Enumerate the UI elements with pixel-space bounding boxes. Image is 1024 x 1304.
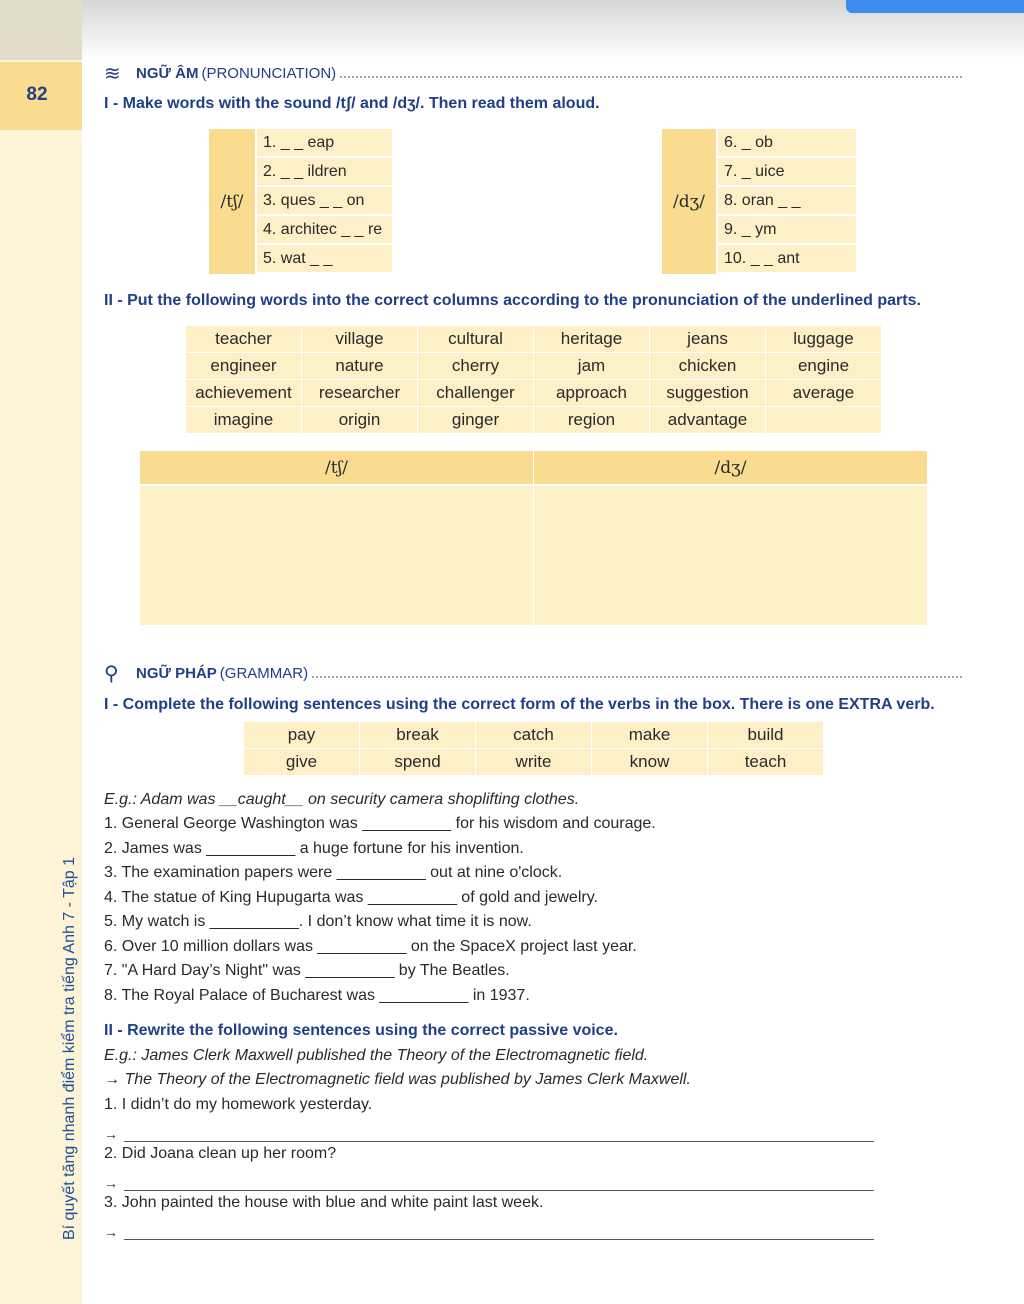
grammar-title: NGỮ PHÁP: [136, 664, 217, 682]
sort-column-dzh: [534, 451, 927, 625]
word-cell: average: [766, 380, 881, 406]
blank-item: 6. _ ob: [716, 129, 856, 158]
verb-cell: make: [592, 722, 707, 748]
rewrite-sentence: 2. Did Joana clean up her room?: [104, 1145, 337, 1162]
sound-table-dzh: [662, 129, 856, 274]
page-number: 82: [26, 84, 48, 105]
ex2-instruction: II - Put the following words into the correct columns according to the pronunciation of the underlined parts.: [104, 292, 921, 309]
arrow-icon: →: [104, 1126, 118, 1142]
word-box: [186, 326, 881, 433]
sound-label: /dʒ/: [662, 129, 716, 274]
sort-column-tsh: [140, 451, 533, 625]
example-sentence: E.g.: Adam was __caught__ on security camera shoplifting clothes.: [104, 791, 580, 808]
side-strip-top: [0, 0, 82, 60]
sound-table-tsh: [209, 129, 392, 274]
word-cell: village: [302, 326, 417, 352]
word-cell: region: [534, 407, 649, 433]
word-cell: engineer: [186, 353, 301, 379]
word-cell: origin: [302, 407, 417, 433]
exercise-sentence: 2. James was __________ a huge fortune for his invention.: [104, 840, 524, 857]
word-cell: cherry: [418, 353, 533, 379]
ex1-instruction: I - Make words with the sound /tʃ/ and /dʒ/. Then read them aloud.: [104, 95, 600, 112]
exercise-sentence: 4. The statue of King Hupugarta was __________ of gold and jewelry.: [104, 889, 598, 906]
blank-item: 8. oran _ _: [716, 187, 856, 216]
answer-line[interactable]: [104, 1122, 874, 1142]
verb-cell: know: [592, 749, 707, 775]
word-cell: chicken: [650, 353, 765, 379]
sound-wave-icon: ≋: [104, 62, 121, 85]
word-cell: jeans: [650, 326, 765, 352]
verb-cell: give: [244, 749, 359, 775]
answer-rule[interactable]: [124, 1228, 874, 1240]
word-cell: nature: [302, 353, 417, 379]
sort-column-header: /tʃ/: [140, 451, 533, 484]
example-answer: → The Theory of the Electromagnetic field was published by James Clerk Maxwell.: [104, 1071, 691, 1088]
verb-cell: write: [476, 749, 591, 775]
answer-rule[interactable]: [124, 1130, 874, 1142]
example-question: E.g.: James Clerk Maxwell published the Theory of the Electromagnetic field.: [104, 1047, 649, 1064]
rewrite-sentence: 1. I didn’t do my homework yesterday.: [104, 1096, 373, 1113]
word-cell: imagine: [186, 407, 301, 433]
word-cell: cultural: [418, 326, 533, 352]
pronunciation-subtitle: (PRONUNCIATION): [201, 64, 337, 82]
word-cell: heritage: [534, 326, 649, 352]
blank-item: 2. _ _ ildren: [255, 158, 392, 187]
word-cell: achievement: [186, 380, 301, 406]
blank-item: 3. ques _ _ on: [255, 187, 392, 216]
exercise-sentence: 3. The examination papers were __________ out at nine o'clock.: [104, 864, 563, 881]
grammar-heading: [104, 662, 962, 684]
exercise-sentence: 7. "A Hard Day’s Night" was __________ by The Beatles.: [104, 962, 510, 979]
sort-table: [140, 451, 927, 625]
exercise-sentence: 1. General George Washington was __________ for his wisdom and courage.: [104, 815, 656, 832]
word-cell: [766, 407, 881, 433]
word-cell: challenger: [418, 380, 533, 406]
shapes-icon: ⚲: [104, 662, 119, 685]
verb-cell: build: [708, 722, 823, 748]
answer-line[interactable]: [104, 1220, 874, 1240]
blank-item: 1. _ _ eap: [255, 129, 392, 158]
word-cell: jam: [534, 353, 649, 379]
rewrite-sentence: 3. John painted the house with blue and white paint last week.: [104, 1194, 544, 1211]
top-blue-tab: [846, 0, 1024, 13]
blank-item: 9. _ ym: [716, 216, 856, 245]
word-cell: suggestion: [650, 380, 765, 406]
sort-column-answer-area[interactable]: [534, 484, 927, 625]
grammar-subtitle: (GRAMMAR): [219, 664, 309, 682]
verb-box: [244, 722, 823, 775]
answer-line[interactable]: [104, 1171, 874, 1191]
word-cell: teacher: [186, 326, 301, 352]
sort-column-answer-area[interactable]: [140, 484, 533, 625]
answer-rule[interactable]: [124, 1179, 874, 1191]
word-cell: luggage: [766, 326, 881, 352]
verb-cell: catch: [476, 722, 591, 748]
word-cell: engine: [766, 353, 881, 379]
arrow-icon: →: [104, 1175, 118, 1191]
arrow-icon: →: [104, 1224, 118, 1240]
grammar-ex1-instruction: I - Complete the following sentences using the correct form of the verbs in the box. There is one EXTRA verb.: [104, 696, 935, 713]
pronunciation-title: NGỮ ÂM: [136, 64, 199, 82]
verb-cell: pay: [244, 722, 359, 748]
blank-item: 10. _ _ ant: [716, 245, 856, 274]
pronunciation-heading: [104, 62, 962, 84]
word-cell: researcher: [302, 380, 417, 406]
exercise-sentence: 6. Over 10 million dollars was __________ on the SpaceX project last year.: [104, 938, 637, 955]
exercise-sentence: 5. My watch is __________. I don’t know what time it is now.: [104, 913, 532, 930]
sort-column-header: /dʒ/: [534, 451, 927, 484]
grammar-ex2-instruction: II - Rewrite the following sentences using the correct passive voice.: [104, 1022, 618, 1039]
verb-cell: spend: [360, 749, 475, 775]
book-title: Bí quyết tăng nhanh điểm kiểm tra tiếng Anh 7 - Tập 1: [61, 856, 78, 1240]
divider: [312, 668, 962, 678]
word-cell: ginger: [418, 407, 533, 433]
verb-cell: break: [360, 722, 475, 748]
blank-item: 4. architec _ _ re: [255, 216, 392, 245]
divider: [340, 68, 962, 78]
blank-item: 7. _ uice: [716, 158, 856, 187]
sound-label: /tʃ/: [209, 129, 255, 274]
blank-item: 5. wat _ _: [255, 245, 392, 274]
verb-cell: teach: [708, 749, 823, 775]
exercise-sentence: 8. The Royal Palace of Bucharest was __________ in 1937.: [104, 987, 530, 1004]
word-cell: advantage: [650, 407, 765, 433]
word-cell: approach: [534, 380, 649, 406]
